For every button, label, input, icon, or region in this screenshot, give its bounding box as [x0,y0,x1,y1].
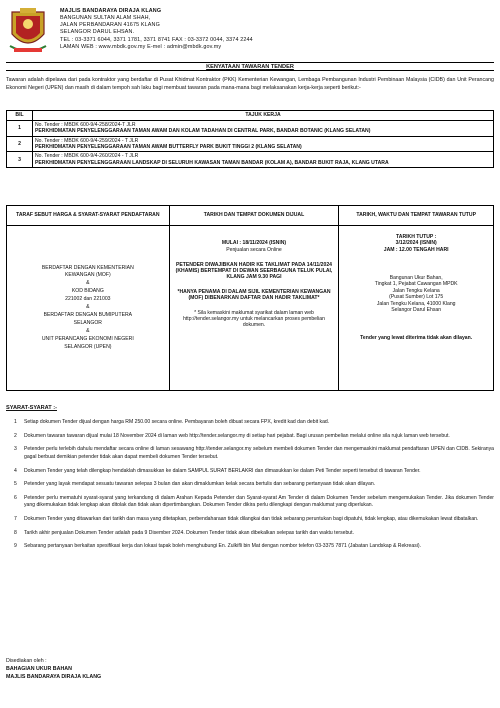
item-text: Sebarang pertanyaan berkaitan spesifikasi kerja dan lokasi tapak boleh menghubungi En. Zulkifli bin Mat dengan nombor telefon 03-3375 7871 (Jabatan Landskap & Rekreasi). [24,543,421,550]
registration-cell [7,226,170,391]
page-title: KENYATAAN TAWARAN TENDER [6,62,494,71]
tender-number: No. Tender : MBDK 600-9/4-258/2024-T JLR [35,122,136,128]
table-row [7,136,494,152]
item-text: Petender perlu terlebih dahulu mendaftar secara online di laman sesawang http://tender.selangor.my sebelum membeli dokumen Tender dan mengemaskini maklumat pendaftaran UPEN dan CIDB. Sekiranya gagal berbuat demikian petender tidak akan dapat membeli dokumen Tender tersebut. [24,446,494,460]
council-name: MAJLIS BANDARAYA DIRAJA KLANG [60,8,162,14]
row-number: 2 [7,136,33,152]
tender-number: No. Tender : MBDK 600-9/4-260/2024 - T JLR [35,153,139,160]
council-crest-icon [6,6,50,56]
item-text: Dokumen Tender yang ditawarkan dari tarikh dan masa yang ditetapkan, perbendaharaan tidak dilangkai dan tidak sebarang peruntukan bagi dipatuhi, tidak lengkap, atau dikemukakan lewat dibatalkan. [24,516,479,523]
row-number: 3 [7,152,33,168]
work-title: PERKHIDMATAN PENYELENGGARAAN TAMAN AWAM BUTTERFLY PARK BUKIT TINGGI 2 (KLANG SELATAN) [35,144,302,151]
address-line: BANGUNAN SULTAN ALAM SHAH, [60,15,151,22]
item-number: 4 [14,467,17,474]
sale-info-cell [169,226,339,391]
registration-line: BERDAFTAR DENGAN BUMIPUTERA [43,311,133,318]
col-header-dokumen: TARIKH DAN TEMPAT DOKUMEN DIJUAL [169,206,339,226]
tender-number: No. Tender : MBDK 600-9/4-259/2024 - T JLR [35,137,139,144]
closing-address-line: Tingkat 1, Pejabat Cawangan MPDK [374,281,458,288]
closing-info-cell [339,226,494,391]
list-item [6,481,494,489]
conditions-list [6,419,494,551]
closing-date: 3/12/2024 (ISNIN) [395,240,437,247]
contact-web: LAMAN WEB : www.mbdk.gov.my E-mel : admin@mbdk.gov.my [60,43,222,50]
col-header-bil: BIL [7,111,33,121]
contact-phone: TEL : 03-3371 6044, 3371 1781, 3371 8741 FAX : 03-3372 0044, 3374 2244 [60,36,253,43]
item-text: Petender yang layak mendapat sesuatu tawaran selepas 3 bulan dan akan dimaklumkan kelak secara bertulis dan sebarang pertanyaan tidak akan dilayan. [24,481,376,488]
department-name: BAHAGIAN UKUR BAHAN [6,665,72,672]
item-number: 3 [14,446,17,453]
work-cell [33,152,494,168]
conditions-section [6,405,494,557]
item-text: Dokumen tawaran tawaran dijual mulai 18 November 2024 di laman web http://tender.selangor.my di setiap hari pejabat. Bagi urusan pembelian melalui online sila rujuk laman web tersebut. [24,432,450,439]
list-item [6,530,494,538]
list-item [6,433,494,441]
registration-line: KEWANGAN (MOF) [65,272,111,279]
closing-address-line: (Pusat Sumber) Lot 175 [389,294,444,301]
details-table [6,205,494,391]
registration-line: SELANGOR [73,319,102,326]
list-item [6,446,494,461]
work-cell [33,136,494,152]
address-line: JALAN PERBANDARAN 41675 KLANG [60,22,160,29]
item-number: 8 [14,529,17,536]
list-item [6,516,494,524]
council-name-footer: MAJLIS BANDARAYA DIRAJA KLANG [6,673,102,680]
col-header-tajuk: TAJUK KERJA [33,111,494,121]
prepared-by [6,658,101,682]
briefing-notice: PETENDER DIWAJIBKAN HADIR KE TAKLIMAT PADA 14/11/2024 (KHAMIS) BERTEMPAT DI DEWAN SEERBAGUNA TELUK PULAI, KLANG JAM 9.30 PAGI [175,261,333,281]
item-text: Dokumen Tender yang telah dilengkap hendaklah dimasukkan ke dalam SAMPUL SURAT BERLAKRI dan dimasukkan ke dalam Peti Tender seperti tersebut di tawaran Tender. [24,467,421,474]
registration-line: & [86,304,90,311]
registration-line: UNIT PERANCANG EKONOMI NEGERI [41,335,134,342]
col-header-tutup: TARIKH, WAKTU DAN TEMPAT TAWARAN TUTUP [339,206,494,226]
closing-address-line: Selangor Darul Ehsan [391,306,442,313]
address-line: SELANGOR DARUL EHSAN. [60,29,135,36]
registration-line: 221002 dan 221003 [65,296,111,303]
item-text: Petender perlu mematuhi syarat-syarat yang terkandung di dalam Arahan Kepada Petender dan Syarat-syarat Am Tender di dalam Dokumen Tender sebelum mengemukakan Tender. Jika dokumen Tender yang dikemukakan tidak lengkap akan ditolak dan tidak akan dipertimbangkan. Dokumen Tender dikira perlu dilengkapi dengan maklumat yang diperlukan. [24,494,494,509]
sale-start-date: MULAI : 18/11/2024 (ISNIN) [221,240,287,246]
work-title: PERKHIDMATAN PENYELENGGARAAN LANDSKAP DI SELURUH KAWASAN TAMAN BANDAR (KOLAM A), BANDAR BUKIT RAJA, KLANG UTARA [35,159,389,166]
list-item [6,495,494,510]
col-header-taraf: TARAF SEBUT HARGA & SYARAT-SYARAT PENDAFTARAN [7,206,170,226]
registration-line: SELANGOR (UPEN) [64,343,112,350]
closing-label: TARIKH TUTUP : [396,234,437,240]
list-item [6,543,494,551]
registration-line: & [86,327,90,334]
item-number: 1 [14,418,17,425]
conditions-title: SYARAT-SYARAT :- [6,405,57,411]
item-number: 6 [14,494,17,501]
sale-mode: Penjualan secara Online [226,247,282,254]
registration-line: BERDAFTAR DENGAN KEMENTERIAN [41,264,134,271]
registration-line: KOD BIDANG [71,288,104,295]
council-address [60,8,253,51]
work-cell [33,121,494,137]
closing-time: JAM : 12.00 TENGAH HARI [383,246,449,253]
item-text: Setiap dokumen Tender dijual dengan harga RM 250.00 secara online. Pembayaran boleh dibuat secara FPX, kredit kad dan debit kad. [24,418,330,425]
late-notice: Tender yang lewat diterima tidak akan dilayan. [360,335,473,342]
table-row [7,152,494,168]
works-table [6,110,494,168]
closing-address-line: Bangunan Ukur Bahan, [389,275,443,282]
item-number: 2 [14,432,17,439]
mof-notice: *HANYA PENAMA DI DALAM SIJIL KEMENTERIAN KEWANGAN (MOF) DIBENARKAN DAFTAR DAN HADIR TAKLIMAT* [177,288,331,302]
letterhead [6,6,494,60]
closing-address-line: Jalan Tengku Kelana [392,287,440,294]
intro-paragraph: Tawaran adalah dipelawa dari pada kontraktor yang berdaftar di Pusat Khidmat Kontraktor (PKK) Kementerian Kewangan, Lembaga Pembangunan Industri Pembinaan Malaysia (CIDB) dan Unit Perancang Ekonomi Negeri (UPEN) dan masih di dalam tempoh sah laku bagi membuat tawaran pada mana-mana bagi melaksanakan kerja-kerja seperti berikut:- [6,77,494,92]
row-number: 1 [7,121,33,137]
prepared-by-label: Disediakan oleh : [6,658,47,664]
registration-line: & [86,280,90,287]
item-number: 9 [14,543,17,550]
list-item [6,468,494,476]
closing-address-line: Jalan Tengku Kelana, 41000 Klang [376,300,456,307]
item-text: Tarikh akhir penjualan Dokumen Tender adalah pada 9 Disember 2024. Dokumen Tender tidak akan dibekalkan selepas tarikh dan waktu tersebut. [24,529,354,536]
table-row [7,121,494,137]
work-title: PERKHIDMATAN PENYELENGGARAAN TAMAN AWAM DAN KOLAM TADAHAN DI CENTRAL PARK, BANDAR BOTANIC (KLANG SELATAN) [35,128,371,135]
update-notice: * Sila kemaskini maklumat syarikat dalam laman web http://tender.selangor.my untuk melancarkan proses pembelian dokumen. [183,309,325,329]
item-number: 5 [14,481,17,488]
list-item [6,419,494,427]
item-number: 7 [14,516,17,523]
